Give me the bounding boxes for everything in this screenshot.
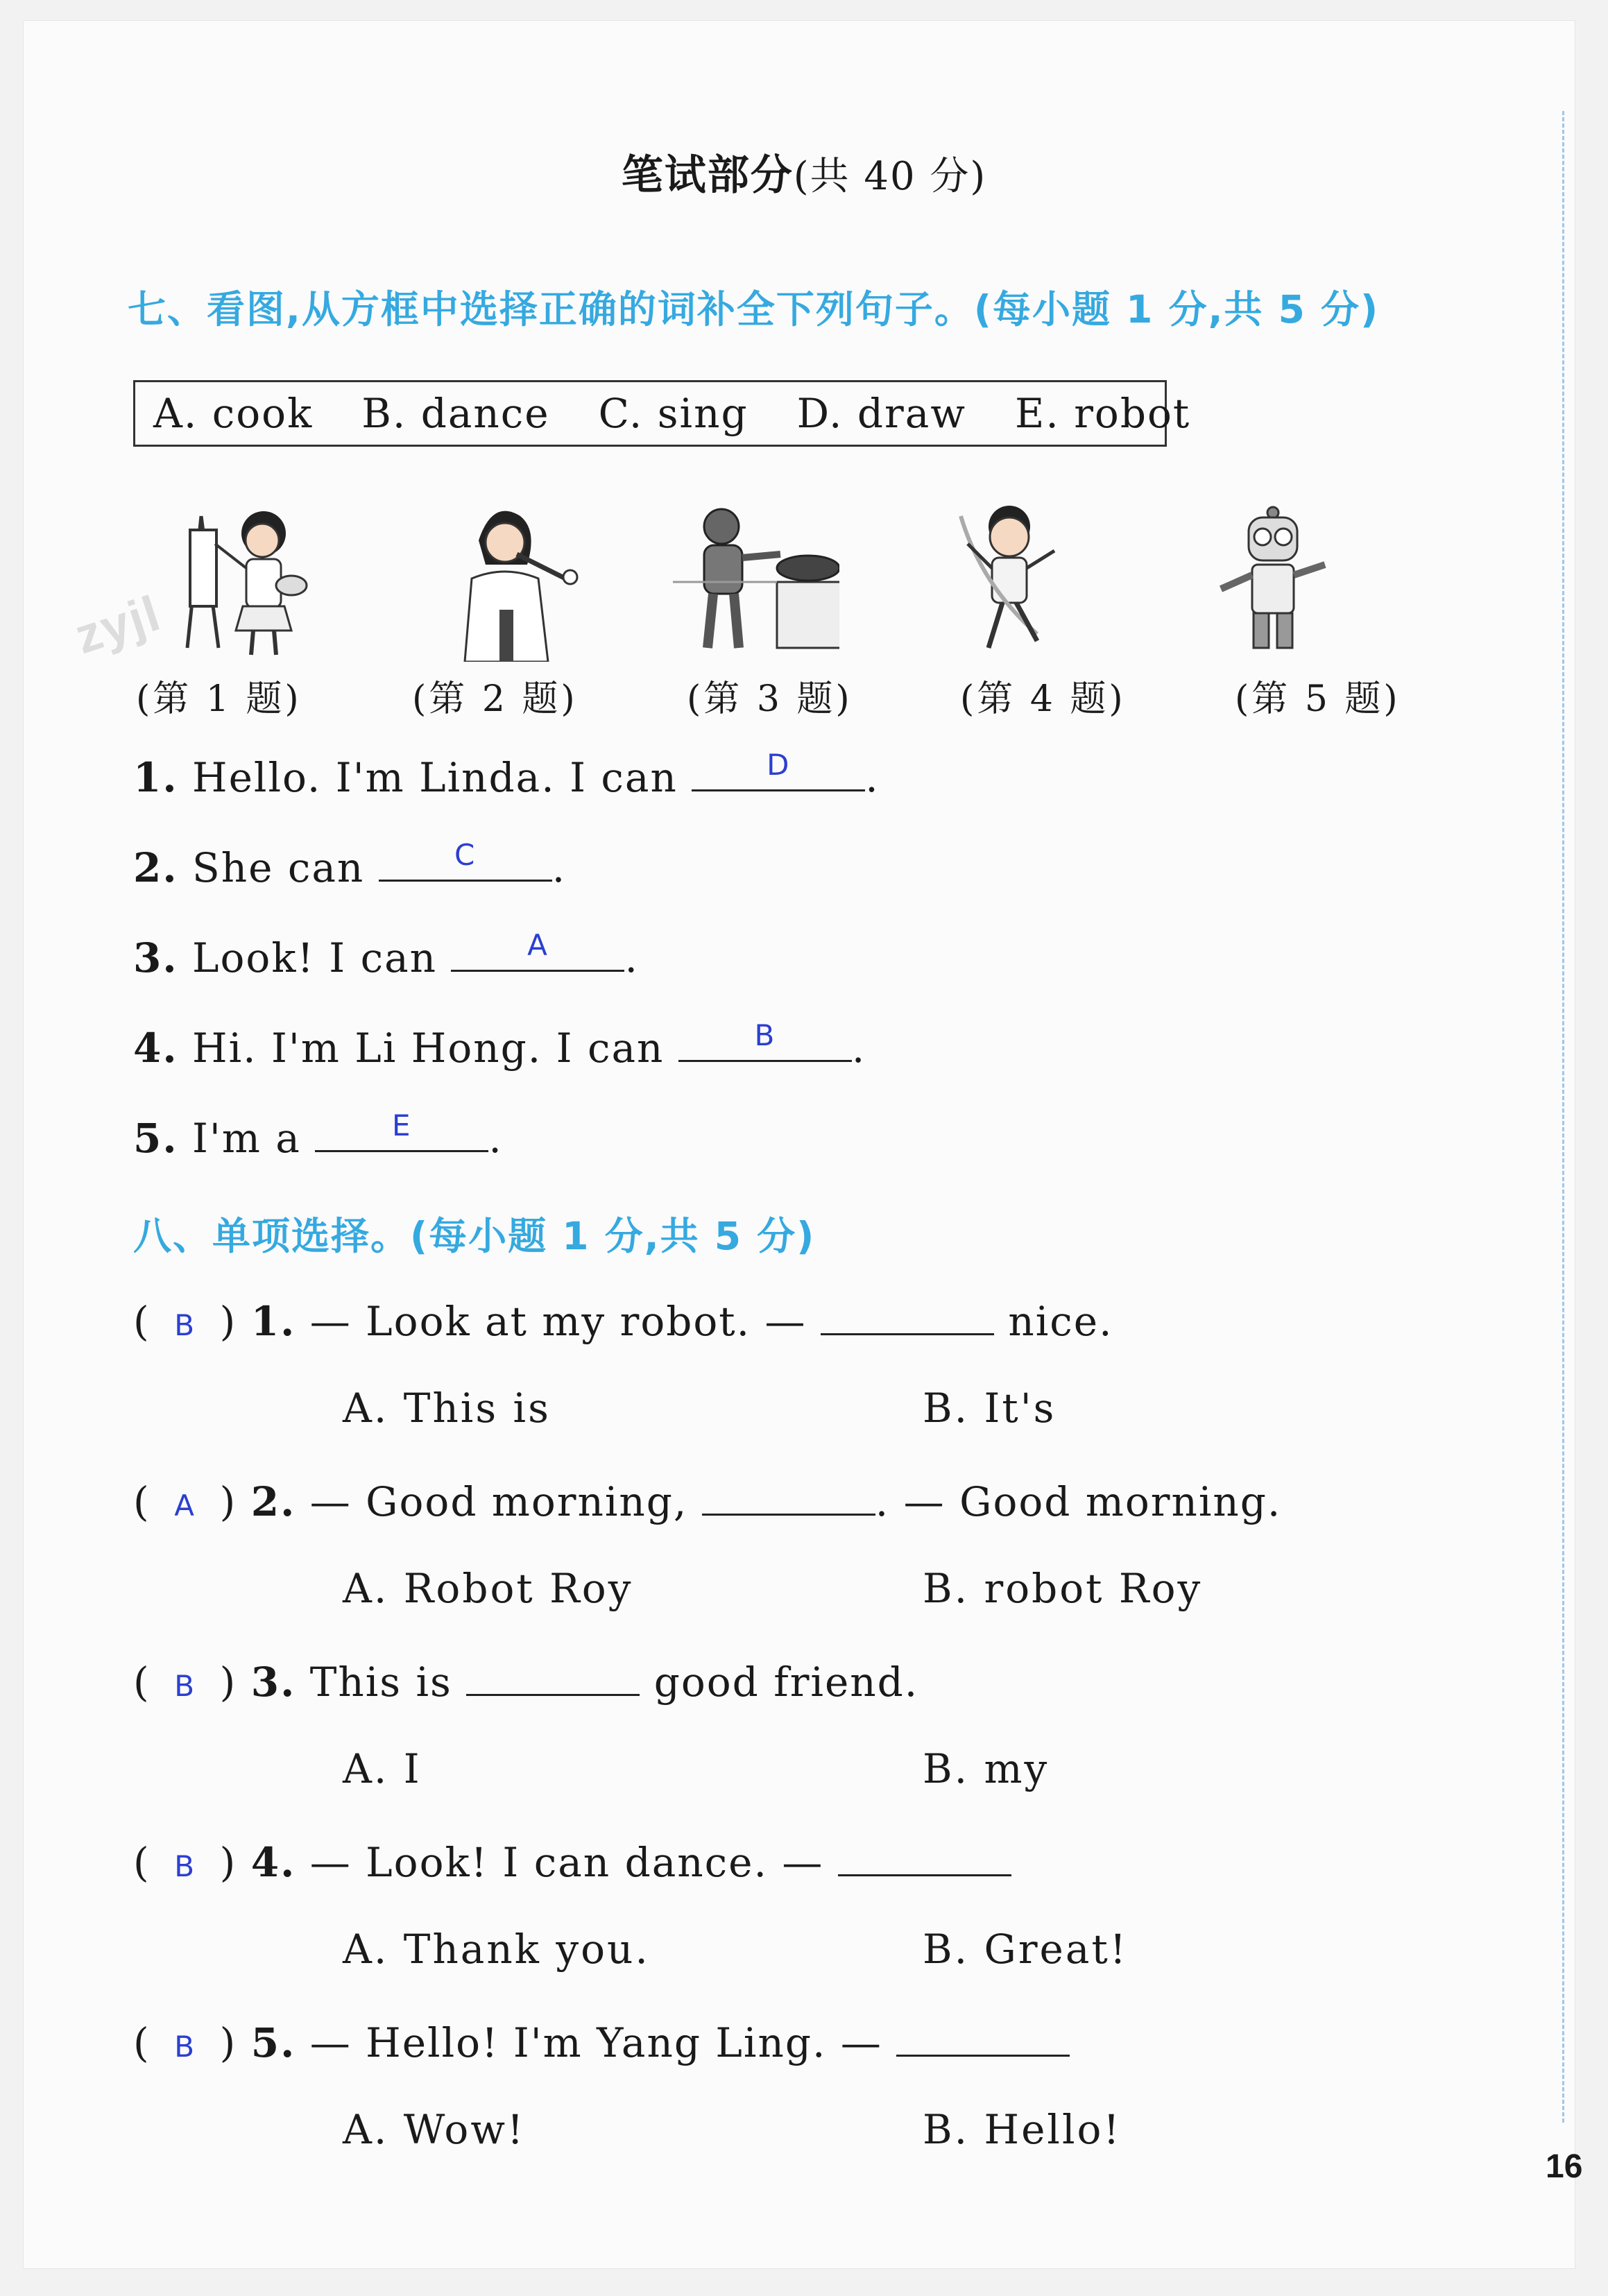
word-option: D. draw [796,390,966,437]
question-text: Hi. I'm Li Hong. I can [192,1025,665,1072]
page-number: 16 [1546,2148,1583,2185]
question-text-after: . — Good morning. [875,1478,1282,1525]
answer-blank[interactable] [379,838,552,882]
fill-question [133,748,880,801]
word-option: B. dance [361,390,550,437]
margin-dashed-line [1562,111,1564,2123]
word-option: C. sing [598,390,749,437]
answer-text: C [454,838,477,872]
title-bold: 笔试部分 [621,151,794,200]
question-number: 5. [133,1115,178,1162]
picture-caption: (第 5 题) [1235,678,1401,720]
question-text: Hello. I'm Linda. I can [192,754,678,801]
question-text: — Hello! I'm Yang Ling. — [309,2019,882,2066]
question-end: . [488,1115,503,1162]
title-sub: (共 40 分) [793,154,987,199]
robot-cooking-icon [673,502,812,662]
option-a[interactable]: A. Robot Roy [343,1565,633,1612]
selected-answer[interactable]: B [174,2030,196,2064]
woman-singing-icon [444,502,583,662]
answer-blank[interactable] [702,1475,875,1516]
answer-text: D [767,748,791,782]
choice-question [133,1294,1113,1345]
question-text: — Look at my robot. — [309,1298,807,1345]
question-number: 3. [133,934,178,982]
toy-robot-icon [1204,502,1342,662]
paren-close: ) [219,2019,237,2066]
question-text: She can [192,844,365,891]
answer-text: E [392,1108,412,1142]
selected-answer[interactable]: B [174,1308,196,1342]
answer-blank[interactable] [466,1655,640,1696]
question-end: . [551,844,567,891]
fill-question [133,838,567,891]
paren-close: ) [219,1298,237,1345]
answer-blank[interactable] [315,1108,488,1152]
option-a[interactable]: A. This is [343,1385,551,1432]
question-text: — Good morning, [309,1478,688,1525]
option-b[interactable]: B. my [923,1745,1050,1792]
question-text-after: nice. [1008,1298,1113,1345]
question-number: 2. [250,1478,296,1525]
girl-painting-icon [180,502,319,662]
question-number: 2. [133,844,178,891]
answer-text: A [527,928,549,962]
choice-question [133,1655,918,1706]
picture-caption: (第 1 题) [136,678,302,720]
word-choice-box [133,380,1191,447]
paren-open: ( [133,1659,151,1706]
paren-open: ( [133,1839,151,1886]
choice-question [133,2016,1070,2066]
picture-caption: (第 3 题) [687,678,853,720]
paren-open: ( [133,1298,151,1345]
question-text: Look! I can [192,934,438,982]
paren-open: ( [133,2019,151,2066]
answer-text: B [754,1018,776,1052]
question-end: . [624,934,639,982]
paren-close: ) [219,1478,237,1525]
answer-blank[interactable] [692,748,865,791]
answer-blank[interactable] [896,2016,1070,2057]
question-text-after: good friend. [653,1659,919,1706]
question-number: 4. [250,1839,296,1886]
picture-caption: (第 4 题) [960,678,1126,720]
choice-question [133,1475,1281,1525]
word-option: A. cook [153,390,314,437]
answer-blank[interactable] [678,1018,852,1062]
word-option: E. robot [1014,390,1191,437]
option-b[interactable]: B. It's [923,1385,1057,1432]
page-title [0,142,1608,202]
option-a[interactable]: A. Wow! [343,2106,526,2153]
answer-blank[interactable] [838,1835,1011,1876]
fill-question [133,928,639,982]
watermark: zyjl [68,585,168,665]
question-number: 1. [133,754,178,801]
choice-question [133,1835,1011,1886]
option-b[interactable]: B. Hello! [923,2106,1122,2153]
question-end: . [865,754,880,801]
selected-answer[interactable]: B [174,1849,196,1883]
question-number: 5. [250,2019,296,2066]
question-number: 1. [250,1298,296,1345]
answer-blank[interactable] [451,928,624,972]
question-text: I'm a [192,1115,301,1162]
option-a[interactable]: A. Thank you. [343,1926,650,1973]
option-a[interactable]: A. I [343,1745,422,1792]
paren-close: ) [219,1659,237,1706]
question-number: 4. [133,1025,178,1072]
paren-open: ( [133,1478,151,1525]
option-b[interactable]: B. Great! [923,1926,1129,1973]
question-number: 3. [250,1659,296,1706]
question-text: This is [309,1659,452,1706]
paren-close: ) [219,1839,237,1886]
answer-blank[interactable] [821,1294,994,1335]
selected-answer[interactable]: B [174,1669,196,1703]
picture-caption: (第 2 题) [412,678,578,720]
girl-dancing-icon [940,502,1079,662]
fill-question [133,1018,866,1072]
section-7-heading: 七、看图,从方框中选择正确的词补全下列句子。(每小题 1 分,共 5 分) [128,287,1380,332]
selected-answer[interactable]: A [174,1489,196,1523]
question-text: — Look! I can dance. — [309,1839,824,1886]
question-end: . [851,1025,866,1072]
section-8-heading: 八、单项选择。(每小题 1 分,共 5 分) [133,1214,816,1258]
option-b[interactable]: B. robot Roy [923,1565,1203,1612]
fill-question [133,1108,503,1162]
